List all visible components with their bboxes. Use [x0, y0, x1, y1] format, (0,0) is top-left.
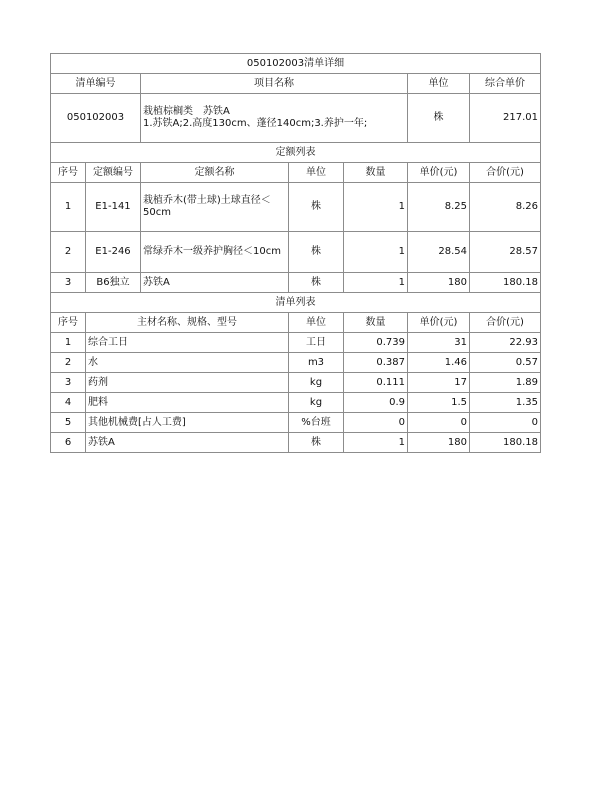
list-total: 22.93 [470, 333, 541, 353]
bill-detail-document [50, 53, 540, 453]
quota-unit: 株 [289, 183, 344, 232]
quota-seq: 2 [51, 232, 86, 273]
bill-code-header: 清单编号 [51, 74, 141, 94]
list-qty: 0 [344, 413, 408, 433]
list-seq: 5 [51, 413, 86, 433]
list-seq: 1 [51, 333, 86, 353]
list-seq: 6 [51, 433, 86, 453]
list-qty: 0.111 [344, 373, 408, 393]
list-total: 1.35 [470, 393, 541, 413]
table-row [51, 353, 541, 373]
list-unit: kg [289, 393, 344, 413]
list-unit-price: 0 [408, 413, 470, 433]
quota-total-header: 合价(元) [470, 163, 541, 183]
bill-name-line1: 栽植棕榈类 苏铁A [143, 106, 230, 117]
list-total: 0 [470, 413, 541, 433]
table-row [51, 232, 541, 273]
quota-qty: 1 [344, 232, 408, 273]
quota-qty: 1 [344, 273, 408, 293]
quota-name: 常绿乔木一级养护胸径＜10cm [141, 232, 289, 273]
quota-code: E1-141 [86, 183, 141, 232]
quota-header-row [51, 163, 541, 183]
list-unit: m3 [289, 353, 344, 373]
quota-code: E1-246 [86, 232, 141, 273]
quota-code: B6独立 [86, 273, 141, 293]
table-row [51, 413, 541, 433]
bill-name-line2: 1.苏铁A;2.高度130cm、蓬径140cm;3.养护一年; [143, 118, 368, 129]
list-unit-price-header: 单价(元) [408, 313, 470, 333]
table-row [51, 183, 541, 232]
quota-seq: 1 [51, 183, 86, 232]
table-row [51, 273, 541, 293]
bill-row [51, 94, 541, 143]
list-unit-header: 单位 [289, 313, 344, 333]
bill-unit-header: 单位 [408, 74, 470, 94]
list-unit-price: 1.46 [408, 353, 470, 373]
list-qty: 0.739 [344, 333, 408, 353]
list-seq: 4 [51, 393, 86, 413]
quota-unit: 株 [289, 273, 344, 293]
bill-code: 050102003 [51, 94, 141, 143]
table-title: 050102003清单详细 [51, 54, 541, 74]
list-qty-header: 数量 [344, 313, 408, 333]
list-qty: 1 [344, 433, 408, 453]
quota-unit-price: 8.25 [408, 183, 470, 232]
list-unit-price: 31 [408, 333, 470, 353]
quota-seq: 3 [51, 273, 86, 293]
list-name: 其他机械费[占人工费] [86, 413, 289, 433]
quota-unit-price-header: 单价(元) [408, 163, 470, 183]
quota-name-header: 定额名称 [141, 163, 289, 183]
list-name: 肥料 [86, 393, 289, 413]
list-unit-price: 17 [408, 373, 470, 393]
bill-unit: 株 [408, 94, 470, 143]
list-seq: 3 [51, 373, 86, 393]
quota-qty-header: 数量 [344, 163, 408, 183]
list-header-row [51, 313, 541, 333]
quota-name: 苏铁A [141, 273, 289, 293]
list-unit-price: 1.5 [408, 393, 470, 413]
bill-detail-table [50, 53, 541, 453]
list-name-header: 主材名称、规格、型号 [86, 313, 289, 333]
list-unit: %台班 [289, 413, 344, 433]
quota-unit-price: 28.54 [408, 232, 470, 273]
quota-unit-header: 单位 [289, 163, 344, 183]
list-name: 综合工日 [86, 333, 289, 353]
bill-header-row [51, 74, 541, 94]
list-seq-header: 序号 [51, 313, 86, 333]
quota-total: 180.18 [470, 273, 541, 293]
bill-price-header: 综合单价 [470, 74, 541, 94]
table-row [51, 373, 541, 393]
list-unit: kg [289, 373, 344, 393]
quota-total: 8.26 [470, 183, 541, 232]
table-row [51, 433, 541, 453]
list-qty: 0.9 [344, 393, 408, 413]
quota-unit-price: 180 [408, 273, 470, 293]
list-seq: 2 [51, 353, 86, 373]
quota-unit: 株 [289, 232, 344, 273]
quota-seq-header: 序号 [51, 163, 86, 183]
bill-name-header: 项目名称 [141, 74, 408, 94]
list-unit-price: 180 [408, 433, 470, 453]
table-row [51, 333, 541, 353]
list-total-header: 合价(元) [470, 313, 541, 333]
quota-qty: 1 [344, 183, 408, 232]
bill-name [141, 94, 408, 143]
list-section-title: 清单列表 [51, 293, 541, 313]
list-total: 0.57 [470, 353, 541, 373]
list-unit: 工日 [289, 333, 344, 353]
quota-name: 栽植乔木(带土球)土球直径＜50cm [141, 183, 289, 232]
quota-total: 28.57 [470, 232, 541, 273]
bill-price: 217.01 [470, 94, 541, 143]
table-row [51, 393, 541, 413]
list-unit: 株 [289, 433, 344, 453]
list-total: 180.18 [470, 433, 541, 453]
list-name: 苏铁A [86, 433, 289, 453]
list-name: 水 [86, 353, 289, 373]
quota-section-title: 定额列表 [51, 143, 541, 163]
quota-code-header: 定额编号 [86, 163, 141, 183]
list-total: 1.89 [470, 373, 541, 393]
list-qty: 0.387 [344, 353, 408, 373]
list-name: 药剂 [86, 373, 289, 393]
